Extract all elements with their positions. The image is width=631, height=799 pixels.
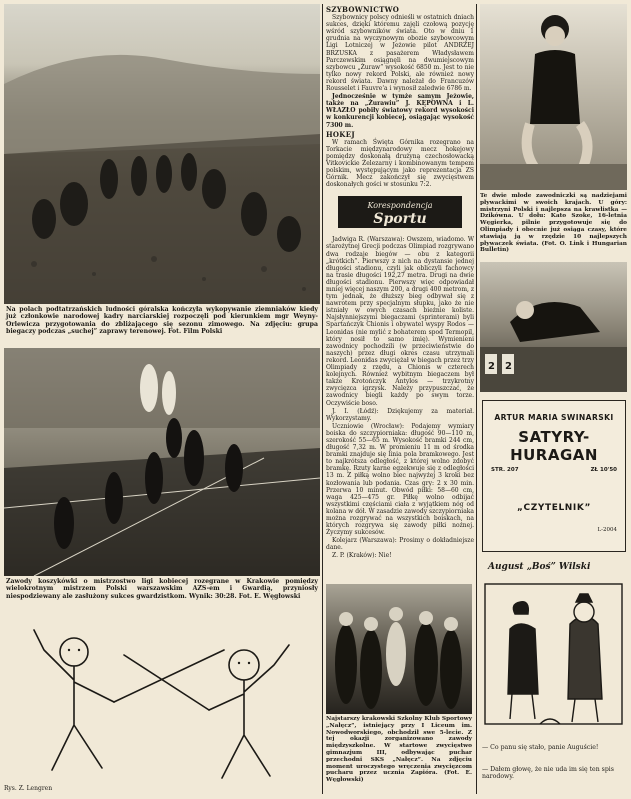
reply-ji: J. I. (Łódź): Dziękujemy za materiał. Wykorzystamy.: [326, 407, 474, 422]
ad-publisher: „CZYTELNIK”: [517, 503, 591, 513]
korespondencja-logo: [336, 192, 474, 232]
article-column: [326, 4, 474, 584]
photo-club-ceremony: [326, 584, 472, 714]
ad-code: L-2004: [597, 527, 617, 533]
column-divider-left: [322, 4, 323, 794]
photo-swimmer-szoke: [480, 262, 627, 392]
caption-swimmer: Te dwie młode zawodniczki są nadziejami pływackimi w swoich krajach. U góry: mistrzyni Polski i najlepsza na krawlistka — Dzikówna. U dołu: Kato Szoke, 16-letnia Węgierka, pilnie przygotowuje się do Olimpiady i obecnie już osiąga czasy, które stawiają ją w rzędzie 10 najlepszych pływaczek świata. (Fot. O. Link i Hungarian Bulletin): [480, 193, 627, 254]
photo-basketball: [4, 348, 320, 576]
august-cartoon: [480, 558, 627, 738]
svg-text:2: 2: [488, 361, 495, 372]
cartoon-title: August „Boś” Wilski: [488, 562, 591, 572]
cartoon-credit: Rys. Z. Lengren: [4, 785, 53, 792]
gliding-heading: SZYBOWNICTWO: [326, 5, 400, 14]
svg-text:2: 2: [505, 361, 512, 372]
logo-line2: Sportu: [373, 211, 427, 228]
hockey-text: W ramach Święta Górnika rozegrano na Torkacie międzynarodowy mecz hokejowy pomiędzy doskonałą drużyną czechosłowacką Vitkovickie Żelezarny i kombinowanym tempem polskim, występującym jako reprezentacja ZS Górnik. Mecz zakończył się zwycięstwem doskonałych gości w stosunku 7:2.: [326, 138, 474, 189]
gliding-text: Szybownicy polscy odnieśli w ostatnich dniach sukces, dzięki któremu zajęli czołową pozycję wśród szybowników świata. Oto w dniu 1 grudnia na wyczynowym obozie szybowcowym Ligi Lotniczej w Jeżowie pilot ANDRZEJ BRZUSKA z pasażerem Władysławem Parczewskim osiągnęli na dwumiejscowym szybowcu „Żuraw” wysokość 6850 m. Jest to nie tylko nowy rekord Polski, ale również nowy rekord świata. Dawny należał do Francuzów Rousselet i Fauvre'a i wynosił zaledwie 6786 m.: [326, 14, 474, 93]
photo-swimmer-dzikowna: [480, 4, 627, 190]
photo-potato-field: [4, 4, 320, 304]
ad-title: SATYRY-HURAGAN: [510, 428, 598, 464]
caption-group: Najstarszy krakowski Szkolny Klub Sportowy „Nałęcz”, istniejący przy I Liceum im. Nowodworskiego, obchodził swe 5-lecie. Z tej okazji zorganizowano zawody międzyszkolne. W startowe zwycięstwo gimnazjum III, odbywając puchar przechodni SKS „Nałęcz”. Na zdjęciu moment uroczystego wręczenia zwycięzcom pucharu przez ucznia Zapióra. (Fot. E. Węgłowski): [326, 716, 472, 784]
cartoon-line-2: — Dałem głowę, że nie uda im się ten spis narodowy.: [482, 766, 614, 781]
book-advertisement: [482, 400, 626, 552]
caption-basketball: Zawody koszykówki o mistrzostwo ligi kobiecej rozegrane w Krakowie pomiędzy wielokrotnym mistrzem Polski warszawskim AZS-em i Gwardią, przyniosły niespodziewany ale zasłużony sukces gwardzistkom. Wynik: 30:28. Fot. E. Węgłowski: [6, 578, 318, 600]
reply-kolejarz: Kolejarz (Warszawa): Prosimy o dokładniejsze dane.: [326, 537, 474, 552]
gliding-text-2: Jednocześnie w tymże samym Jeżowie, także na „Żurawiu” J. KĘPOWNA i L. WŁAZŁO pobiły światowy rekord wysokości w konkurencji kobiecej, osiągając wysokość 7300 m.: [326, 93, 474, 129]
reply-jadwiga: Jadwiga R. (Warszawa): Owszem, wiadomo. W starożytnej Grecji podczas Olimpiad rozgrywano dwa rodzaje biegów — obu z kategorii „krótkich”. Pierwszy z nich na dystansie jednej długości stadionu, czyli jak obliczyli fachowcy na trasie długości 192,27 metra. Drugi na dwie długości stadionu. Pierwszy więc odpowiadał mniej więcej naszym 200, a drugi 400 metrom, z tym jednak, że dłuższy bieg odbywał się z nawrotem przy specjalnym słupku, jako że nie istniały w owych czasach bieżnie koliste. Najsłynniejszymi biegaczami (sprinterami) byli Spartańczyk Chionis i obywatel wyspy Rodos — Leonidas (nie mylić z bohaterem spod Termopil, który nosił to samo imię). Wymienieni zawodnicy pochodzili (w przeciwieństwie do naszych) przez długi okres czasu utrzymali rekord. Leonidas zwyciężał w biegach przez trzy Olimpiady z rzędu, a Chionis w czterech kolejnych. Również wybitnym biegaczem był także Krotończyk Antylos — trzykrotny zwycięzca igrzysk. Należy przypuszczać, że zawodnicy biegli każdy po swym torze. Oczywiście boso.: [326, 236, 474, 407]
fencers-cartoon: [4, 610, 320, 792]
column-divider-right: [476, 4, 477, 794]
reply-uczniowie: Uczniowie (Wrocław): Podajemy wymiary boiska do szczypiorniaka: długość 90—110 m, szerokość 55—65 m. Wysokość bramki 244 cm, długość 7,32 m. W promieniu 11 m od środka bramki znajduje się linia pola bramkowego. Jest to najkrótsza odległość, z której wolno zdobyć bramkę. Rzuty karne egzekwuje się z odległości 13 m. Z piłką wolno biec najwyżej 3 kroki bez kozłowania lub podania. Czas gry: 2 x 30 min. Przerwa 10 minut. Obwód piłki: 58—60 cm, waga 425—475 gr. Piłkę wolno odbijać wszystkimi częściami ciała z wyjątkiem nóg od kolana w dół. W zasadzie zawody szczypiorniaka można rozgrywać na wszystkich boiskach, na których rozgrywa się zawody piłki nożnej. Życzymy sukcesów.: [326, 422, 474, 537]
ad-price: ZŁ 10'50: [590, 467, 617, 473]
ad-pages: STR. 207: [491, 467, 519, 473]
logo-line1: Korespondencja: [367, 201, 433, 211]
reply-zp: Z. P. (Kraków): Nie!: [332, 552, 392, 560]
cartoon-line-1: — Co panu się stało, panie Auguście!: [482, 744, 599, 751]
caption-potato: Na polach podtatrzańskich ludności góralska kończyła wykopywanie ziemniaków kiedy już członkowie narodowej kadry narciarskiej rozpoczęli pod kierunkiem mgr Weyny-Orlewicza przygotowania do zbliżającego się sezonu zimowego. Na zdjęciu: grupa biegaczy podczas „suchej” zaprawy terenowej. Fot. Film Polski: [6, 306, 318, 335]
ad-author: ARTUR MARIA SWINARSKI: [494, 413, 614, 422]
hockey-heading: HOKEJ: [326, 129, 355, 139]
